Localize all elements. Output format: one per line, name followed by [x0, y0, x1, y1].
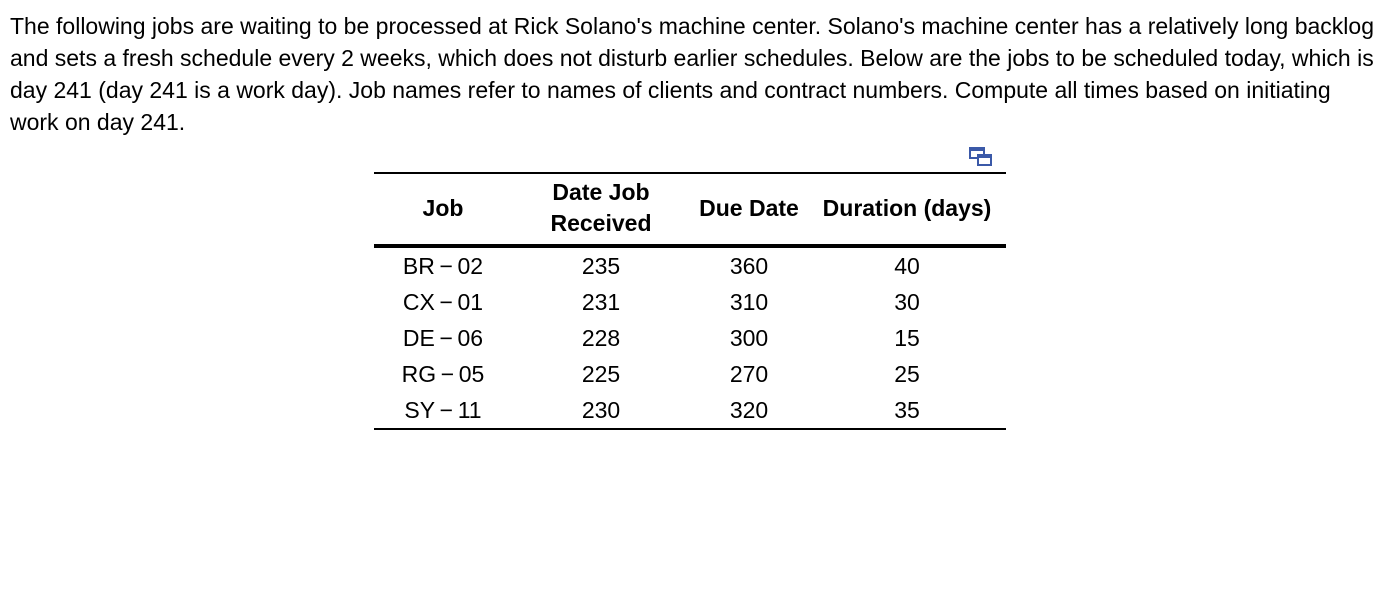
cell-job: CX − 01 [402, 288, 484, 315]
copy-to-spreadsheet-icon[interactable] [968, 146, 994, 168]
cell-job: DE − 06 [402, 324, 484, 351]
cell-due: 360 [729, 252, 769, 279]
problem-statement: The following jobs are waiting to be processed at Rick Solano's machine center. Solano's machine center has a relatively long backlog and sets a fresh schedule every 2 weeks, which does not disturb earlier schedules. Below are the jobs to be scheduled today, which is day 241 (day 241 is a work day). Job names refer to names of clients and contract numbers. Compute all times based on initiating work on day 241. [10, 13, 1374, 135]
header-received-line2: Received [550, 210, 652, 236]
header-due-date: Due Date [699, 194, 799, 221]
cell-duration: 15 [894, 324, 920, 351]
cell-due: 310 [729, 288, 769, 315]
table-row [374, 356, 1006, 392]
table-header-row [374, 173, 1006, 246]
cell-due: 320 [729, 396, 769, 423]
jobs-table [374, 172, 1006, 430]
cell-duration: 25 [894, 360, 920, 387]
cell-due: 300 [729, 324, 769, 351]
cell-job: RG − 05 [401, 360, 485, 387]
cell-duration: 35 [894, 396, 920, 423]
cell-due: 270 [729, 360, 769, 387]
cell-received: 225 [581, 360, 621, 387]
table-row [374, 246, 1006, 284]
header-date-job-received [512, 173, 690, 246]
header-duration: Duration (days) [822, 194, 992, 221]
cell-duration: 30 [894, 288, 920, 315]
cell-received: 235 [581, 252, 621, 279]
cell-duration: 40 [894, 252, 920, 279]
cell-job: BR − 02 [402, 252, 484, 279]
cell-received: 228 [581, 324, 621, 351]
table-row [374, 284, 1006, 320]
table-row [374, 320, 1006, 356]
table-row [374, 392, 1006, 429]
cell-received: 230 [581, 396, 621, 423]
cell-job: SY − 11 [404, 396, 482, 423]
header-job: Job [422, 194, 464, 221]
cell-received: 231 [581, 288, 621, 315]
header-received-line1: Date Job [552, 179, 650, 205]
